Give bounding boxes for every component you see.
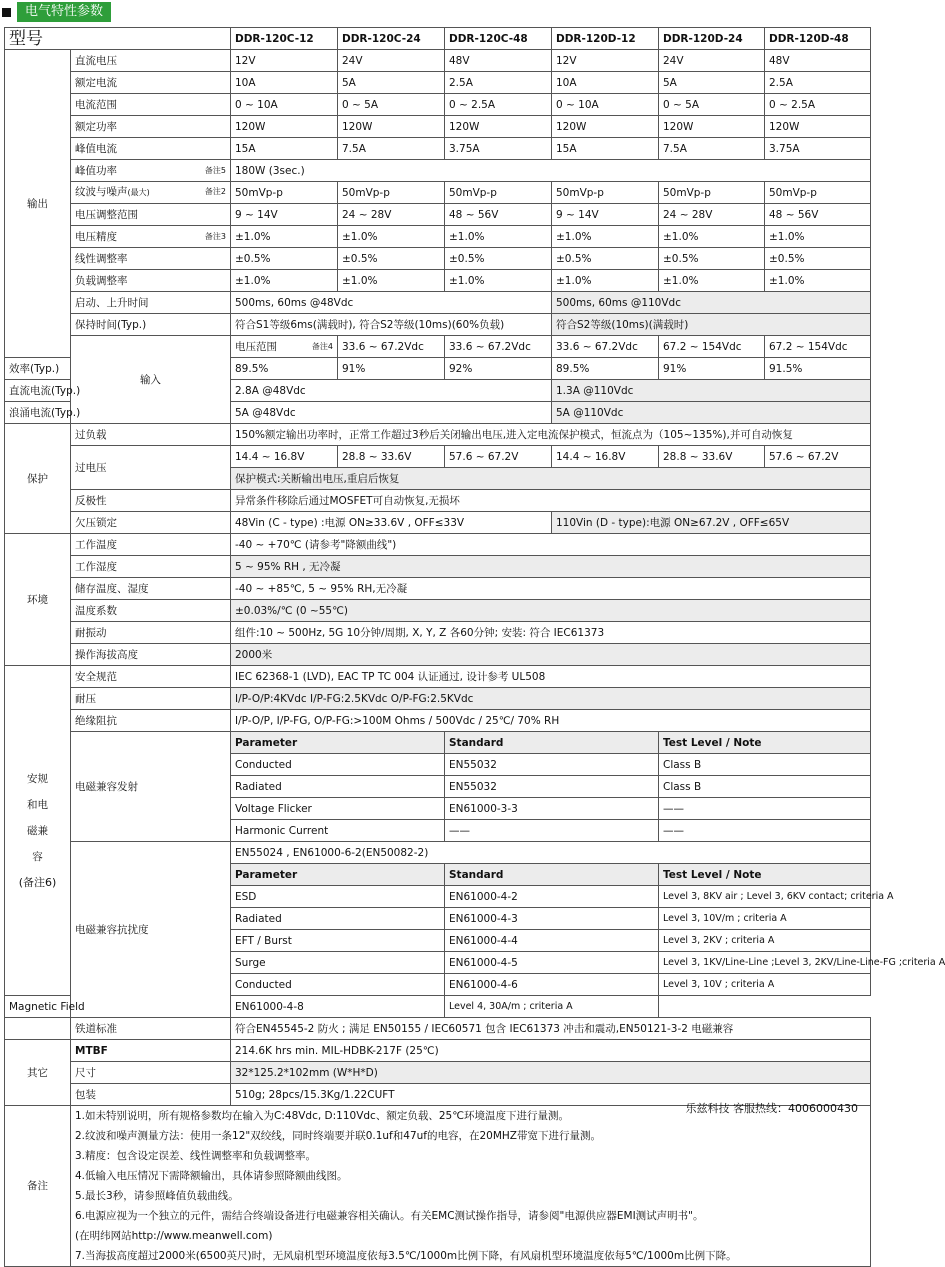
- value-cell: 48 ~ 56V: [765, 204, 871, 226]
- emc-cell: Conducted: [231, 754, 445, 776]
- value-cell: 0 ~ 2.5A: [445, 94, 552, 116]
- row-label-text: 峰值功率: [75, 164, 117, 177]
- value-cell: 2000米: [231, 644, 871, 666]
- emc-emission-label: 电磁兼容发射: [71, 732, 231, 842]
- value-cell: 0 ~ 2.5A: [765, 94, 871, 116]
- emc-cell: EN61000-4-3: [445, 908, 659, 930]
- emc-cell: EN61000-4-5: [445, 952, 659, 974]
- value-cell: 24V: [659, 50, 765, 72]
- value-cell: ±1.0%: [659, 226, 765, 248]
- value-cell: -40 ~ +70℃ (请参考"降额曲线"): [231, 534, 871, 556]
- value-cell: 2.5A: [765, 72, 871, 94]
- value-cell-c: 48Vin (C - type) :电源 ON≥33.6V , OFF≤33V: [231, 512, 552, 534]
- value-cell: ±0.5%: [338, 248, 445, 270]
- category-environment: 环境: [5, 534, 71, 666]
- category-safety-line: 磁兼: [27, 824, 48, 837]
- row-label-text: 工作湿度: [75, 560, 117, 573]
- row-label-text: 安全规范: [75, 670, 117, 683]
- table-row: [5, 248, 871, 270]
- table-row: [5, 336, 871, 358]
- value-cell: 28.8 ~ 33.6V: [659, 446, 765, 468]
- value-cell: 5A: [659, 72, 765, 94]
- value-cell: 67.2 ~ 154Vdc: [765, 336, 871, 358]
- value-cell: 9 ~ 14V: [231, 204, 338, 226]
- table-row: [5, 182, 871, 204]
- row-label: [71, 556, 231, 578]
- value-cell: 50mVp-p: [231, 182, 338, 204]
- table-row: [5, 1018, 871, 1040]
- row-label-text: 保持时间(Typ.): [75, 318, 147, 331]
- row-label: [71, 72, 231, 94]
- emc-cell: Harmonic Current: [231, 820, 445, 842]
- value-cell: ±0.03%/℃ (0 ~55℃): [231, 600, 871, 622]
- table-row: [5, 732, 871, 754]
- value-cell: 0 ~ 5A: [338, 94, 445, 116]
- row-label: [231, 336, 338, 358]
- row-note: 备注4: [311, 341, 333, 351]
- value-cell: 0 ~ 10A: [552, 94, 659, 116]
- value-cell: ±0.5%: [445, 248, 552, 270]
- value-cell: 异常条件移除后通过MOSFET可自动恢复,无损坏: [231, 490, 871, 512]
- row-label: [71, 270, 231, 292]
- row-label: [5, 358, 71, 380]
- table-row: [5, 270, 871, 292]
- row-label-text: 直流电压: [75, 54, 117, 67]
- value-cell: 9 ~ 14V: [552, 204, 659, 226]
- table-row: [5, 226, 871, 248]
- row-label-text: 耐振动: [75, 626, 107, 639]
- row-label-text: 启动、上升时间: [75, 296, 149, 309]
- category-notes: 备注: [5, 1106, 71, 1267]
- model-cell: DDR-120C-48: [445, 28, 552, 50]
- row-label-text: 直流电流(Typ.): [9, 384, 81, 397]
- row-label: [71, 534, 231, 556]
- category-safety-line: 安规: [27, 772, 48, 785]
- row-label-text: 温度系数: [75, 604, 117, 617]
- model-cell: DDR-120C-12: [231, 28, 338, 50]
- value-cell: 0 ~ 10A: [231, 94, 338, 116]
- value-cell: 12V: [231, 50, 338, 72]
- value-cell: ±1.0%: [231, 270, 338, 292]
- emc-cell: Level 3, 10V/m ; criteria A: [659, 908, 871, 930]
- emc-cell: EN61000-4-4: [445, 930, 659, 952]
- row-label-text: 额定电流: [75, 76, 117, 89]
- value-cell: 57.6 ~ 67.2V: [765, 446, 871, 468]
- value-cell: 组件:10 ~ 500Hz, 5G 10分钟/周期, X, Y, Z 各60分钟; 安装: 符合 IEC61373: [231, 622, 871, 644]
- value-cell: 33.6 ~ 67.2Vdc: [338, 336, 445, 358]
- note-line: 5.最长3秒，请参照峰值负载曲线。: [75, 1190, 239, 1202]
- value-cell-d: 符合S2等级(10ms)(满载时): [552, 314, 871, 336]
- row-label-text: 电压精度: [75, 230, 117, 243]
- emc-cell: Level 3, 10V ; criteria A: [659, 974, 871, 996]
- value-cell: 48 ~ 56V: [445, 204, 552, 226]
- note-line: 3.精度：包含设定误差、线性调整率和负载调整率。: [75, 1150, 317, 1162]
- emc-header: Test Level / Note: [659, 732, 871, 754]
- row-label-text: 线性调整率: [75, 252, 128, 265]
- emc-header: Parameter: [231, 732, 445, 754]
- row-label: [71, 94, 231, 116]
- value-cell: 7.5A: [338, 138, 445, 160]
- value-cell: 67.2 ~ 154Vdc: [659, 336, 765, 358]
- emc-cell: Level 3, 2KV ; criteria A: [659, 930, 871, 952]
- table-row: [5, 666, 871, 688]
- row-label-text: 电流范围: [75, 98, 117, 111]
- value-cell: 50mVp-p: [552, 182, 659, 204]
- value-cell-d: 110Vin (D - type):电源 ON≥67.2V , OFF≤65V: [552, 512, 871, 534]
- value-cell: 91%: [659, 358, 765, 380]
- square-icon: [2, 8, 11, 17]
- row-label-text: 电压范围: [235, 340, 277, 353]
- model-cell: DDR-120D-48: [765, 28, 871, 50]
- value-cell: 12V: [552, 50, 659, 72]
- value-cell-d: 1.3A @110Vdc: [552, 380, 871, 402]
- emc-cell: EN61000-4-8: [231, 996, 445, 1018]
- row-label: [71, 710, 231, 732]
- value-cell: 120W: [338, 116, 445, 138]
- table-row: [5, 1062, 871, 1084]
- row-label: [71, 644, 231, 666]
- value-cell: 5 ~ 95% RH , 无冷凝: [231, 556, 871, 578]
- emc-cell: Level 3, 1KV/Line-Line ;Level 3, 2KV/Line-Line-FG ;criteria A: [659, 952, 871, 974]
- note-line: 7.当海拔高度超过2000米(6500英尺)时，无风扇机型环境温度依每3.5℃/1000m比例下降，有风扇机型环境温度依每5℃/1000m比例下降。: [75, 1250, 737, 1262]
- value-cell: 保护模式:关断输出电压,重启后恢复: [231, 468, 871, 490]
- table-row: [5, 72, 871, 94]
- table-row: [5, 446, 871, 468]
- model-cell: DDR-120D-24: [659, 28, 765, 50]
- value-cell: 180W (3sec.): [231, 160, 871, 182]
- value-cell: 120W: [231, 116, 338, 138]
- emc-cell: EN61000-3-3: [445, 798, 659, 820]
- row-label: [5, 380, 81, 402]
- value-cell-c: 2.8A @48Vdc: [231, 380, 552, 402]
- value-cell: 14.4 ~ 16.8V: [231, 446, 338, 468]
- row-label: MTBF: [71, 1040, 231, 1062]
- value-cell-c: 5A @48Vdc: [231, 402, 552, 424]
- emc-header: Parameter: [231, 864, 445, 886]
- table-row: [5, 160, 871, 182]
- row-label: [71, 578, 231, 600]
- table-row: [5, 94, 871, 116]
- emc-cell: Level 4, 30A/m ; criteria A: [445, 996, 659, 1018]
- category-note: (备注6): [18, 875, 57, 889]
- spacer-cell: [5, 1018, 71, 1040]
- emc-cell: Voltage Flicker: [231, 798, 445, 820]
- value-cell: ±1.0%: [765, 226, 871, 248]
- category-other: 其它: [5, 1040, 71, 1106]
- value-cell: 50mVp-p: [338, 182, 445, 204]
- emc-cell: ——: [659, 798, 871, 820]
- value-cell: IEC 62368-1 (LVD), EAC TP TC 004 认证通过, 设计参考 UL508: [231, 666, 871, 688]
- value-cell: 10A: [552, 72, 659, 94]
- value-cell: ±1.0%: [231, 226, 338, 248]
- value-cell: 89.5%: [231, 358, 338, 380]
- row-label: [71, 182, 231, 204]
- value-cell: 15A: [231, 138, 338, 160]
- value-cell: ±1.0%: [552, 226, 659, 248]
- value-cell: 510g; 28pcs/15.3Kg/1.22CUFT: [231, 1084, 871, 1106]
- emc-cell: EN61000-4-6: [445, 974, 659, 996]
- table-row: [5, 842, 871, 864]
- value-cell: I/P-O/P:4KVdc I/P-FG:2.5KVdc O/P-FG:2.5KVdc: [231, 688, 871, 710]
- emc-header: Test Level / Note: [659, 864, 871, 886]
- row-label-text: 纹波与噪声: [75, 186, 128, 198]
- value-cell: 33.6 ~ 67.2Vdc: [445, 336, 552, 358]
- row-label: [71, 622, 231, 644]
- row-label: [71, 600, 231, 622]
- table-row: [5, 314, 871, 336]
- row-label: 过电压: [71, 446, 231, 490]
- note-line: (在明纬网站http://www.meanwell.com): [75, 1230, 273, 1242]
- emc-cell: ESD: [231, 886, 445, 908]
- category-safety: [5, 666, 71, 996]
- row-label-text: 工作温度: [75, 538, 117, 551]
- row-label: [71, 226, 231, 248]
- row-label: [71, 116, 231, 138]
- value-cell: ±0.5%: [765, 248, 871, 270]
- value-cell: 120W: [552, 116, 659, 138]
- value-cell: ±1.0%: [338, 270, 445, 292]
- row-label: [71, 1062, 231, 1084]
- value-cell: 24V: [338, 50, 445, 72]
- value-cell: ±1.0%: [445, 226, 552, 248]
- row-label-small: (最大): [127, 188, 150, 197]
- emc-cell: EN55032: [445, 754, 659, 776]
- table-row: [5, 600, 871, 622]
- value-cell: 3.75A: [445, 138, 552, 160]
- value-cell: I/P-O/P, I/P-FG, O/P-FG:>100M Ohms / 500Vdc / 25℃/ 70% RH: [231, 710, 871, 732]
- table-row: [5, 996, 871, 1018]
- value-cell: ±1.0%: [338, 226, 445, 248]
- row-label-text: 绝缘阻抗: [75, 714, 117, 727]
- row-label: [71, 666, 231, 688]
- row-label-text: 过负载: [75, 428, 107, 441]
- row-label: [5, 402, 81, 424]
- row-label-text: 操作海拔高度: [75, 648, 138, 661]
- row-label: [71, 314, 231, 336]
- note-line: 6.电源应视为一个独立的元件，需结合终端设备进行电磁兼容相关确认。有关EMC测试操作指导，请参阅"电源供应器EMI测试声明书"。: [75, 1210, 704, 1222]
- notes-cell: [71, 1106, 871, 1267]
- row-note: 备注3: [204, 231, 226, 241]
- emc-cell: Radiated: [231, 776, 445, 798]
- value-cell-d: 500ms, 60ms @110Vdc: [552, 292, 871, 314]
- table-row: [5, 204, 871, 226]
- row-note: 备注2: [204, 187, 226, 196]
- row-label-text: 包装: [75, 1088, 96, 1101]
- value-cell: 120W: [765, 116, 871, 138]
- emc-cell: Level 3, 8KV air ; Level 3, 6KV contact; criteria A: [659, 886, 871, 908]
- note-line: 1.如未特别说明，所有规格参数均在输入为C:48Vdc, D:110Vdc、额定负载、25℃环境温度下进行量测。: [75, 1110, 569, 1122]
- category-output: 输出: [5, 50, 71, 358]
- row-label: [71, 292, 231, 314]
- value-cell: ±1.0%: [552, 270, 659, 292]
- value-cell: 14.4 ~ 16.8V: [552, 446, 659, 468]
- emc-immunity-label: 电磁兼容抗扰度: [71, 842, 231, 1018]
- category-safety-line: 容: [32, 850, 43, 863]
- emc-cell: EN55032: [445, 776, 659, 798]
- table-row: [5, 578, 871, 600]
- emc-cell: Class B: [659, 776, 871, 798]
- spec-table: [4, 27, 945, 1267]
- table-row: [5, 688, 871, 710]
- value-cell: 91%: [338, 358, 445, 380]
- value-cell: ±0.5%: [659, 248, 765, 270]
- row-label-text: 浪涌电流(Typ.): [9, 406, 81, 419]
- emc-cell: EN61000-4-2: [445, 886, 659, 908]
- value-cell: 57.6 ~ 67.2V: [445, 446, 552, 468]
- value-cell: 5A: [338, 72, 445, 94]
- table-row: [5, 710, 871, 732]
- value-cell: 10A: [231, 72, 338, 94]
- value-cell: 15A: [552, 138, 659, 160]
- table-row: [5, 292, 871, 314]
- table-row: [5, 644, 871, 666]
- category-safety-line: 和电: [27, 798, 48, 811]
- row-label: [71, 160, 231, 182]
- table-row: [5, 424, 871, 446]
- value-cell: 0 ~ 5A: [659, 94, 765, 116]
- emc-cell: ——: [659, 820, 871, 842]
- value-cell: ±0.5%: [231, 248, 338, 270]
- value-cell: ±1.0%: [445, 270, 552, 292]
- value-cell: 28.8 ~ 33.6V: [338, 446, 445, 468]
- emc-cell: Surge: [231, 952, 445, 974]
- row-label-text: 尺寸: [75, 1066, 96, 1079]
- row-note: 备注5: [204, 165, 226, 175]
- row-label-text: 电压调整范围: [75, 208, 138, 221]
- row-label-text: 额定功率: [75, 120, 117, 133]
- model-cell: DDR-120D-12: [552, 28, 659, 50]
- value-cell: 50mVp-p: [659, 182, 765, 204]
- table-row: [5, 556, 871, 578]
- value-cell: ±1.0%: [765, 270, 871, 292]
- category-input: 输入: [71, 336, 231, 424]
- model-cell: DDR-120C-24: [338, 28, 445, 50]
- emc-cell: Radiated: [231, 908, 445, 930]
- value-cell: 3.75A: [765, 138, 871, 160]
- value-cell: ±1.0%: [659, 270, 765, 292]
- value-cell: 符合EN45545-2 防火 ; 满足 EN50155 / IEC60571 包含 IEC61373 冲击和震动,EN50121-3-2 电磁兼容: [231, 1018, 871, 1040]
- row-label-text: 负载调整率: [75, 274, 128, 287]
- table-row: [5, 534, 871, 556]
- value-cell: 48V: [445, 50, 552, 72]
- value-cell: 120W: [659, 116, 765, 138]
- value-cell: 33.6 ~ 67.2Vdc: [552, 336, 659, 358]
- table-row: [5, 28, 871, 50]
- value-cell: 2.5A: [445, 72, 552, 94]
- value-cell: 120W: [445, 116, 552, 138]
- row-label-text: 储存温度、湿度: [75, 582, 149, 595]
- value-cell: 92%: [445, 358, 552, 380]
- emc-cell: Class B: [659, 754, 871, 776]
- emc-cell: Conducted: [231, 974, 445, 996]
- table-row: [5, 490, 871, 512]
- value-cell: 48V: [765, 50, 871, 72]
- emc-summary: EN55024 , EN61000-6-2(EN50082-2): [231, 842, 871, 864]
- row-label-text: 反极性: [75, 494, 107, 507]
- value-cell-d: 5A @110Vdc: [552, 402, 871, 424]
- table-row: [5, 1040, 871, 1062]
- category-protection: 保护: [5, 424, 71, 534]
- value-cell: 150%额定输出功率时，正常工作超过3秒后关闭输出电压,进入定电流保护模式，恒流点为（105~135%),并可自动恢复: [231, 424, 871, 446]
- value-cell-c: 符合S1等级6ms(满载时), 符合S2等级(10ms)(60%负载): [231, 314, 552, 336]
- value-cell: 89.5%: [552, 358, 659, 380]
- table-row: [5, 138, 871, 160]
- row-label: [71, 248, 231, 270]
- value-cell: 32*125.2*102mm (W*H*D): [231, 1062, 871, 1084]
- row-label: [71, 50, 231, 72]
- table-row: [5, 116, 871, 138]
- row-label-text: 峰值电流: [75, 142, 117, 155]
- row-label: [71, 138, 231, 160]
- section-title: 电气特性参数: [17, 2, 111, 22]
- row-label: [71, 688, 231, 710]
- value-cell: ±0.5%: [552, 248, 659, 270]
- note-line: 2.纹波和噪声测量方法：使用一条12"双绞线，同时终端要并联0.1uf和47uf的电容，在20MHZ带宽下进行量测。: [75, 1130, 601, 1142]
- emc-cell: ——: [445, 820, 659, 842]
- value-cell: 24 ~ 28V: [338, 204, 445, 226]
- value-cell: 7.5A: [659, 138, 765, 160]
- note-line: 4.低输入电压情况下需降额输出，具体请参照降额曲线图。: [75, 1170, 348, 1182]
- table-row: [5, 1106, 871, 1267]
- row-label: [71, 512, 231, 534]
- emc-header: Standard: [445, 732, 659, 754]
- model-label: 型号: [5, 28, 231, 50]
- section-header: [2, 2, 111, 22]
- row-label: [71, 1084, 231, 1106]
- row-label: [71, 1018, 231, 1040]
- row-label-text: 耐压: [75, 692, 96, 705]
- row-label-text: 效率(Typ.): [9, 362, 60, 375]
- value-cell: -40 ~ +85℃, 5 ~ 95% RH,无冷凝: [231, 578, 871, 600]
- table-row: [5, 50, 871, 72]
- table-row: [5, 622, 871, 644]
- value-cell: 214.6K hrs min. MIL-HDBK-217F (25℃): [231, 1040, 871, 1062]
- value-cell-c: 500ms, 60ms @48Vdc: [231, 292, 552, 314]
- value-cell: 50mVp-p: [765, 182, 871, 204]
- row-label: [71, 204, 231, 226]
- emc-cell: EFT / Burst: [231, 930, 445, 952]
- value-cell: 24 ~ 28V: [659, 204, 765, 226]
- row-label-text: 欠压锁定: [75, 516, 117, 529]
- emc-cell: Magnetic Field: [5, 996, 231, 1018]
- row-label: [71, 490, 231, 512]
- row-label: [71, 424, 231, 446]
- table-row: [5, 512, 871, 534]
- value-cell: 50mVp-p: [445, 182, 552, 204]
- row-label-text: 铁道标准: [75, 1022, 117, 1035]
- hotline: 乐兹科技 客服热线：4006000430: [685, 1102, 858, 1115]
- emc-header: Standard: [445, 864, 659, 886]
- value-cell: 91.5%: [765, 358, 871, 380]
